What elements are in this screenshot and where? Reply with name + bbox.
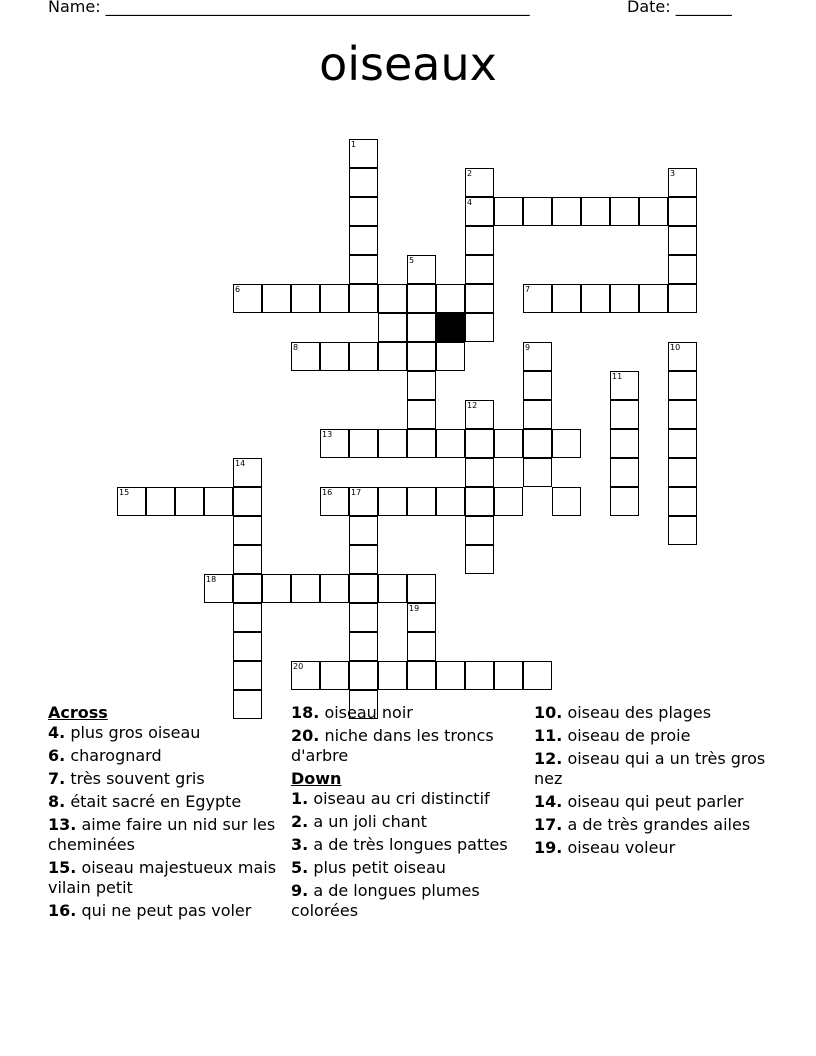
- grid-cell[interactable]: [610, 400, 639, 429]
- grid-cell[interactable]: [291, 284, 320, 313]
- name-field: Name: _____________________________________________________: [48, 0, 530, 16]
- grid-cell[interactable]: [668, 197, 697, 226]
- clue-across-8: [48, 792, 280, 812]
- clue-number: 20.: [291, 726, 320, 745]
- clue-down-12: [534, 749, 766, 789]
- grid-cell[interactable]: [320, 574, 349, 603]
- clue-text: oiseau qui a un très gros nez: [534, 749, 766, 788]
- down-heading: Down: [291, 769, 342, 788]
- clue-across-16: [48, 901, 280, 921]
- clue-down-9: [291, 881, 523, 921]
- grid-cell[interactable]: [465, 255, 494, 284]
- clue-number: 4.: [48, 723, 66, 742]
- grid-cell[interactable]: [523, 284, 552, 313]
- grid-cell[interactable]: [320, 487, 349, 516]
- grid-cell[interactable]: [523, 371, 552, 400]
- grid-cell[interactable]: [349, 661, 378, 690]
- grid-cell[interactable]: [378, 313, 407, 342]
- cell-number: 8: [293, 343, 299, 352]
- clue-number: 11.: [534, 726, 563, 745]
- grid-cell[interactable]: [233, 632, 262, 661]
- cell-number: 1: [351, 140, 357, 149]
- clue-number: 16.: [48, 901, 77, 920]
- clue-down-2: [291, 812, 523, 832]
- cell-number: 7: [525, 285, 531, 294]
- grid-cell[interactable]: [668, 342, 697, 371]
- grid-cell[interactable]: [668, 400, 697, 429]
- grid-cell[interactable]: [523, 429, 552, 458]
- grid-cell[interactable]: [668, 226, 697, 255]
- grid-cell[interactable]: [204, 574, 233, 603]
- grid-cell[interactable]: [668, 429, 697, 458]
- grid-cell[interactable]: [668, 255, 697, 284]
- clue-number: 12.: [534, 749, 563, 768]
- grid-cell[interactable]: [668, 371, 697, 400]
- grid-cell[interactable]: [146, 487, 175, 516]
- clue-text: très souvent gris: [70, 769, 205, 788]
- grid-cell[interactable]: [465, 661, 494, 690]
- clue-number: 6.: [48, 746, 66, 765]
- cell-number: 4: [467, 198, 473, 207]
- clue-across-20: [291, 726, 523, 766]
- cell-number: 11: [612, 372, 623, 381]
- grid-cell[interactable]: [233, 545, 262, 574]
- grid-cell[interactable]: [378, 342, 407, 371]
- clue-number: 17.: [534, 815, 563, 834]
- clue-number: 7.: [48, 769, 66, 788]
- grid-cell[interactable]: [436, 661, 465, 690]
- clue-text: a un joli chant: [313, 812, 427, 831]
- grid-cell[interactable]: [349, 342, 378, 371]
- grid-cell[interactable]: [581, 284, 610, 313]
- grid-cell[interactable]: [407, 371, 436, 400]
- grid-cell[interactable]: [523, 400, 552, 429]
- clue-number: 19.: [534, 838, 563, 857]
- clue-number: 18.: [291, 703, 320, 722]
- clue-number: 14.: [534, 792, 563, 811]
- grid-cell[interactable]: [436, 487, 465, 516]
- clue-text: oiseau majestueux mais vilain petit: [48, 858, 277, 897]
- cell-number: 12: [467, 401, 478, 410]
- clue-down-19: [534, 838, 766, 858]
- clue-text: qui ne peut pas voler: [81, 901, 252, 920]
- grid-cell[interactable]: [436, 429, 465, 458]
- clue-across-18: [291, 703, 523, 723]
- grid-cell[interactable]: [494, 429, 523, 458]
- grid-cell[interactable]: [523, 342, 552, 371]
- clue-text: oiseau de proie: [567, 726, 691, 745]
- grid-cell[interactable]: [349, 487, 378, 516]
- grid-cell[interactable]: [465, 168, 494, 197]
- clue-across-15: [48, 858, 280, 898]
- grid-cell[interactable]: [407, 574, 436, 603]
- grid-cell[interactable]: [407, 661, 436, 690]
- black-square: [436, 313, 465, 342]
- clue-number: 9.: [291, 881, 309, 900]
- grid-cell[interactable]: [262, 284, 291, 313]
- clue-number: 10.: [534, 703, 563, 722]
- grid-cell[interactable]: [233, 661, 262, 690]
- grid-cell[interactable]: [320, 429, 349, 458]
- grid-cell[interactable]: [349, 197, 378, 226]
- clue-text: a de très grandes ailes: [567, 815, 751, 834]
- clue-text: oiseau des plages: [567, 703, 712, 722]
- grid-cell[interactable]: [378, 574, 407, 603]
- grid-cell[interactable]: [494, 487, 523, 516]
- grid-cell[interactable]: [407, 342, 436, 371]
- clue-across-7: [48, 769, 280, 789]
- clue-number: 15.: [48, 858, 77, 877]
- grid-cell[interactable]: [436, 284, 465, 313]
- cell-number: 6: [235, 285, 241, 294]
- grid-cell[interactable]: [349, 574, 378, 603]
- cell-number: 9: [525, 343, 531, 352]
- grid-cell[interactable]: [407, 487, 436, 516]
- clue-text: a de longues plumes colorées: [291, 881, 480, 920]
- cell-number: 14: [235, 459, 246, 468]
- grid-cell[interactable]: [349, 632, 378, 661]
- grid-cell[interactable]: [668, 487, 697, 516]
- grid-cell[interactable]: [668, 516, 697, 545]
- grid-cell[interactable]: [465, 284, 494, 313]
- grid-cell[interactable]: [349, 226, 378, 255]
- page-title: oiseaux: [319, 37, 497, 91]
- grid-cell[interactable]: [465, 487, 494, 516]
- grid-cell[interactable]: [523, 458, 552, 487]
- grid-cell[interactable]: [407, 400, 436, 429]
- grid-cell[interactable]: [407, 429, 436, 458]
- clue-number: 1.: [291, 789, 309, 808]
- clue-down-3: [291, 835, 523, 855]
- grid-cell[interactable]: [465, 458, 494, 487]
- clue-number: 5.: [291, 858, 309, 877]
- grid-cell[interactable]: [436, 342, 465, 371]
- grid-cell[interactable]: [465, 429, 494, 458]
- clue-text: plus gros oiseau: [70, 723, 201, 742]
- clue-down-10: [534, 703, 766, 723]
- clue-text: plus petit oiseau: [313, 858, 446, 877]
- grid-cell[interactable]: [610, 197, 639, 226]
- grid-cell[interactable]: [639, 284, 668, 313]
- grid-cell[interactable]: [320, 661, 349, 690]
- grid-cell[interactable]: [349, 516, 378, 545]
- grid-cell[interactable]: [407, 255, 436, 284]
- grid-cell[interactable]: [581, 197, 610, 226]
- clue-across-4: [48, 723, 280, 743]
- cell-number: 19: [409, 604, 420, 613]
- grid-cell[interactable]: [378, 487, 407, 516]
- grid-cell[interactable]: [349, 168, 378, 197]
- grid-cell[interactable]: [552, 487, 581, 516]
- clue-across-6: [48, 746, 280, 766]
- grid-cell[interactable]: [320, 342, 349, 371]
- clue-text: oiseau voleur: [567, 838, 676, 857]
- grid-cell[interactable]: [349, 429, 378, 458]
- grid-cell[interactable]: [494, 661, 523, 690]
- grid-cell[interactable]: [465, 400, 494, 429]
- grid-cell[interactable]: [233, 574, 262, 603]
- clue-number: 8.: [48, 792, 66, 811]
- grid-cell[interactable]: [349, 545, 378, 574]
- grid-cell[interactable]: [349, 603, 378, 632]
- grid-cell[interactable]: [233, 458, 262, 487]
- cell-number: 18: [206, 575, 217, 584]
- grid-cell[interactable]: [291, 574, 320, 603]
- grid-cell[interactable]: [610, 458, 639, 487]
- grid-cell[interactable]: [349, 139, 378, 168]
- grid-cell[interactable]: [465, 545, 494, 574]
- grid-cell[interactable]: [291, 342, 320, 371]
- across-heading: Across: [48, 703, 108, 722]
- clue-text: oiseau noir: [324, 703, 413, 722]
- grid-cell[interactable]: [552, 197, 581, 226]
- clue-number: 13.: [48, 815, 77, 834]
- clue-number: 3.: [291, 835, 309, 854]
- clue-text: charognard: [70, 746, 162, 765]
- clue-text: était sacré en Egypte: [70, 792, 242, 811]
- grid-cell[interactable]: [610, 429, 639, 458]
- clue-text: a de très longues pattes: [313, 835, 508, 854]
- clue-text: niche dans les troncs d'arbre: [291, 726, 494, 765]
- grid-cell[interactable]: [552, 429, 581, 458]
- clue-text: aime faire un nid sur les cheminées: [48, 815, 276, 854]
- grid-cell[interactable]: [233, 603, 262, 632]
- grid-cell[interactable]: [233, 487, 262, 516]
- cell-number: 13: [322, 430, 333, 439]
- grid-cell[interactable]: [175, 487, 204, 516]
- grid-cell[interactable]: [523, 197, 552, 226]
- grid-cell[interactable]: [465, 197, 494, 226]
- grid-cell[interactable]: [610, 284, 639, 313]
- cell-number: 3: [670, 169, 676, 178]
- grid-cell[interactable]: [523, 661, 552, 690]
- grid-cell[interactable]: [320, 284, 349, 313]
- grid-cell[interactable]: [262, 574, 291, 603]
- grid-cell[interactable]: [407, 284, 436, 313]
- grid-cell[interactable]: [494, 197, 523, 226]
- grid-cell[interactable]: [117, 487, 146, 516]
- grid-cell[interactable]: [639, 197, 668, 226]
- grid-cell[interactable]: [204, 487, 233, 516]
- clue-number: 2.: [291, 812, 309, 831]
- clue-text: oiseau au cri distinctif: [313, 789, 490, 808]
- cell-number: 20: [293, 662, 304, 671]
- cell-number: 2: [467, 169, 473, 178]
- cell-number: 5: [409, 256, 415, 265]
- clue-across-13: [48, 815, 280, 855]
- grid-cell[interactable]: [407, 603, 436, 632]
- cell-number: 16: [322, 488, 333, 497]
- clue-down-17: [534, 815, 766, 835]
- clue-down-14: [534, 792, 766, 812]
- grid-cell[interactable]: [552, 284, 581, 313]
- grid-cell[interactable]: [349, 255, 378, 284]
- grid-cell[interactable]: [233, 516, 262, 545]
- grid-cell[interactable]: [349, 284, 378, 313]
- grid-cell[interactable]: [378, 661, 407, 690]
- date-field: Date: _______: [627, 0, 732, 16]
- grid-cell[interactable]: [378, 429, 407, 458]
- grid-cell[interactable]: [668, 284, 697, 313]
- clues-column-2: [291, 703, 523, 924]
- grid-cell[interactable]: [610, 487, 639, 516]
- grid-cell[interactable]: [668, 168, 697, 197]
- grid-cell[interactable]: [610, 371, 639, 400]
- clues-column-1: [48, 703, 280, 924]
- grid-cell[interactable]: [465, 313, 494, 342]
- grid-cell[interactable]: [233, 284, 262, 313]
- grid-cell[interactable]: [407, 632, 436, 661]
- grid-cell[interactable]: [668, 458, 697, 487]
- clue-down-1: [291, 789, 523, 809]
- grid-cell[interactable]: [378, 284, 407, 313]
- grid-cell[interactable]: [465, 226, 494, 255]
- cell-number: 17: [351, 488, 362, 497]
- cell-number: 15: [119, 488, 130, 497]
- clues-column-3: [534, 703, 766, 861]
- grid-cell[interactable]: [291, 661, 320, 690]
- clue-down-5: [291, 858, 523, 878]
- clue-down-11: [534, 726, 766, 746]
- clue-text: oiseau qui peut parler: [567, 792, 744, 811]
- grid-cell[interactable]: [407, 313, 436, 342]
- grid-cell[interactable]: [465, 516, 494, 545]
- cell-number: 10: [670, 343, 681, 352]
